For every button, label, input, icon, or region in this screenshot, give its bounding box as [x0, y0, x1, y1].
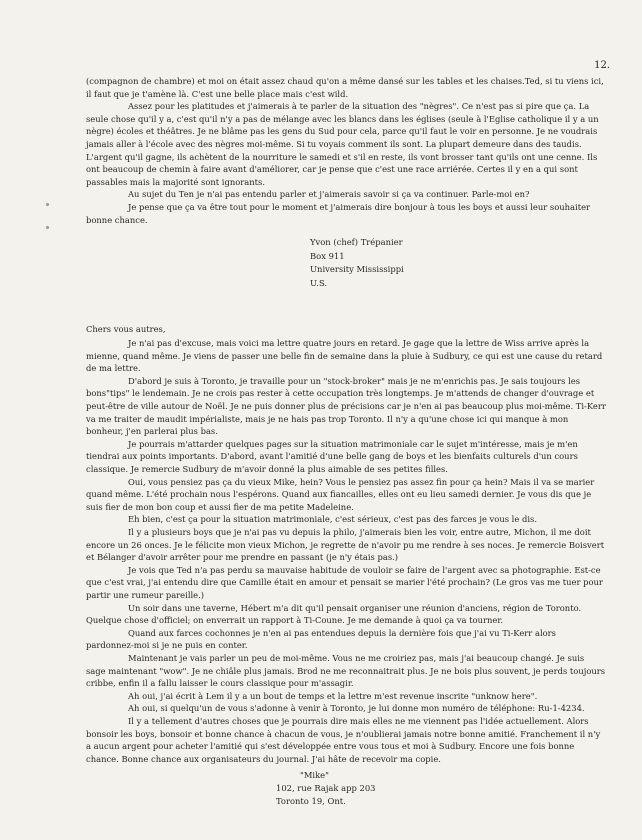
- paragraph: Je n'ai pas d'excuse, mais voici ma lettre quatre jours en retard. Je gage que la lettre de Wiss arrive après la mienne, quand même. Je viens de passer une belle fin de semaine dans la pluie à Sudbury, ce qui est une cause du retard de ma lettre.: [86, 338, 603, 374]
- margin-mark: [46, 203, 49, 206]
- paragraph: Je pourrais m'attarder quelques pages sur la situation matrimoniale car le sujet m'intéresse, mais je m'en tiendrai aux points importants. D'abord, avant l'amitié d'une belle gang de boys et les bienfaits culturels d'un cours classique. Je remercie Sudbury de m'avoir donné la plus aimable de ses petites filles.: [86, 438, 578, 475]
- paragraph: Ah oui, j'ai écrit à Lem il y a un bout de temps et la lettre m'est revenue inscrite "unknow here".: [128, 690, 538, 701]
- signature-country: U.S.: [310, 277, 328, 288]
- signature-university: University Mississippi: [310, 264, 404, 275]
- paragraph: (compagnon de chambre) et moi on était assez chaud qu'on a même dansé sur les tables et les chaises.Ted, si tu viens ici, il faut que je t'amène là. C'est une belle place mais c'est wild.: [86, 76, 604, 99]
- letter-mike: [86, 323, 606, 809]
- letter-trepanier: [86, 75, 606, 291]
- signature-box: Box 911: [310, 250, 345, 261]
- paragraph: Je pense que ça va être tout pour le moment et j'aimerais dire bonjour à tous les boys et aussi leur souhaiter bonne chance.: [86, 201, 591, 225]
- closing-block: [276, 769, 606, 808]
- greeting: Chers vous autres,: [86, 323, 166, 334]
- paragraph: Un soir dans une taverne, Hébert m'a dit qu'il pensait organiser une réunion d'anciens, région de Toronto. Quelque chose d'officiel; on enverrait un rapport à Ti-Coune. Je me demande à quoi ça va tourner.: [86, 602, 582, 626]
- paragraph: Maintenant je vais parler un peu de moi-même. Vous ne me croiriez pas, mais j'ai beaucoup changé. Je suis sage maintenant "wow". Je ne chiâle plus jamais. Brod ne me reconnaitrait plus. Je ne bois plus souvent, je perds toujours cribbe, enfin il a fallu laisser le cours classique pour m'assagir.: [86, 652, 606, 689]
- address-street: 102, rue Rajak app 203: [276, 783, 376, 794]
- paragraph: Oui, vous pensiez pas ça du vieux Mike, hein? Vous le pensiez pas assez fin pour ça hein? Mais il va se marier quand même. L'été prochain nous l'espérons. Quand aux fiancailles, elles ont eu lieu samedi dernier. Je vous dis que je suis fier de mon bon coup et aussi fier de ma petite Madeleine.: [86, 476, 595, 512]
- paragraph: Assez pour les platitudes et j'aimerais à te parler de la situation des "nègres". Ce n'est pas si pire que ça. La seule chose qu'il y a, c'est qu'il n'y a pas de mélange avec les blancs dans les églises (seule à l'Eglise catholique il y a un nègre) écoles et théâtres. Je ne blâme pas les gens du Sud pour cela, parce qu'il faut le voir en personne. Je ne voudrais jamais aller à l'école avec des nègres moi-même. Si tu voyais comment ils sont. La plupart demeure dans des taudis. L'argent qu'il gagne, ils achètent de la nourriture le samedi et s'il en reste, ils vont brosser tant qu'ils ont une cenne. Ils ont beaucoup de chemin à faire avant d'améliorer, car je pense que c'est une race arriérée. Certes il y en a qui sont passables mais la majorité sont ignorants.: [86, 101, 599, 187]
- address-city: Toronto 19, Ont.: [276, 796, 346, 807]
- document-body: [86, 75, 606, 808]
- paragraph: Il y a tellement d'autres choses que je pourrais dire mais elles ne me viennent pas l'idée actuellement. Alors bonsoir les boys, bonsoir et bonne chance à chacun de vous, je n'oublierai jamais notre bonne amitié. Franchement il n'y a aucun argent pour acheter l'amitié qui s'est développée entre vous tous et moi à Sudbury. Encore une fois bonne chance. Bonne chance aux organisateurs du journal. J'ai hâte de recevoir ma copie.: [86, 715, 601, 764]
- paragraph: Quand aux farces cochonnes je n'en ai pas entendues depuis la dernière fois que j'ai vu Ti-Kerr alors pardonnez-moi si je ne puis en conter.: [86, 627, 556, 651]
- paragraph: D'abord je suis à Toronto, je travaille pour un "stock-broker" mais je ne m'enrichis pas. Je sais toujours les bons"tips" le lendemain. Je ne crois pas rester à cette occupation très longtemps. Je m'attends de changer d'ouvrage et peut-être de ville autour de Noël. Je ne puis donner plus de précisions car je n'en ai pas beaucoup plus moi-même. Ti-Kerr va me traiter de maudit impérialiste, mais je ne hais pas trop Toronto. Il n'y a qu'une chose ici qui manque à mon bonheur, j'en parlerai plus bas.: [86, 375, 606, 437]
- paragraph: Eh bien, c'est ça pour la situation matrimoniale, c'est sérieux, c'est pas des farces je vous le dis.: [128, 514, 537, 525]
- signature-name: Yvon (chef) Trépanier: [310, 237, 403, 248]
- margin-mark: [46, 226, 49, 229]
- signature-nickname: "Mike": [300, 770, 329, 781]
- paragraph: Il y a plusieurs boys que je n'ai pas vu depuis la philo, j'aimerais bien les voir, entre autre, Michon, il me doit encore un 26 onces. Je le félicite mon vieux Michon, je regrette de n'avoir pu me rendre à ses noces. Je remercie Boisvert et Bélanger d'avoir arrêter pour me prendre en passant (je n'y étais pas.): [86, 527, 605, 563]
- paragraph: Je vois que Ted n'a pas perdu sa mauvaise habitude de vouloir se faire de l'argent avec sa photographie. Est-ce que c'est vrai, j'ai entendu dire que Camille était en amour et pensait se marier l'été prochain? (Le gros vas me tuer pour partir une rumeur pareille.): [86, 564, 603, 600]
- signature-block: [310, 236, 606, 290]
- paragraph: Au sujet du Ten je n'ai pas entendu parler et j'aimerais savoir si ça va continuer. Parle-moi en?: [128, 189, 530, 200]
- paragraph: Ah oui, si quelqu'un de vous s'adonne à venir à Toronto, je lui donne mon numéro de téléphone: Ru-1-4234.: [128, 703, 585, 714]
- page-number: 12.: [594, 60, 610, 71]
